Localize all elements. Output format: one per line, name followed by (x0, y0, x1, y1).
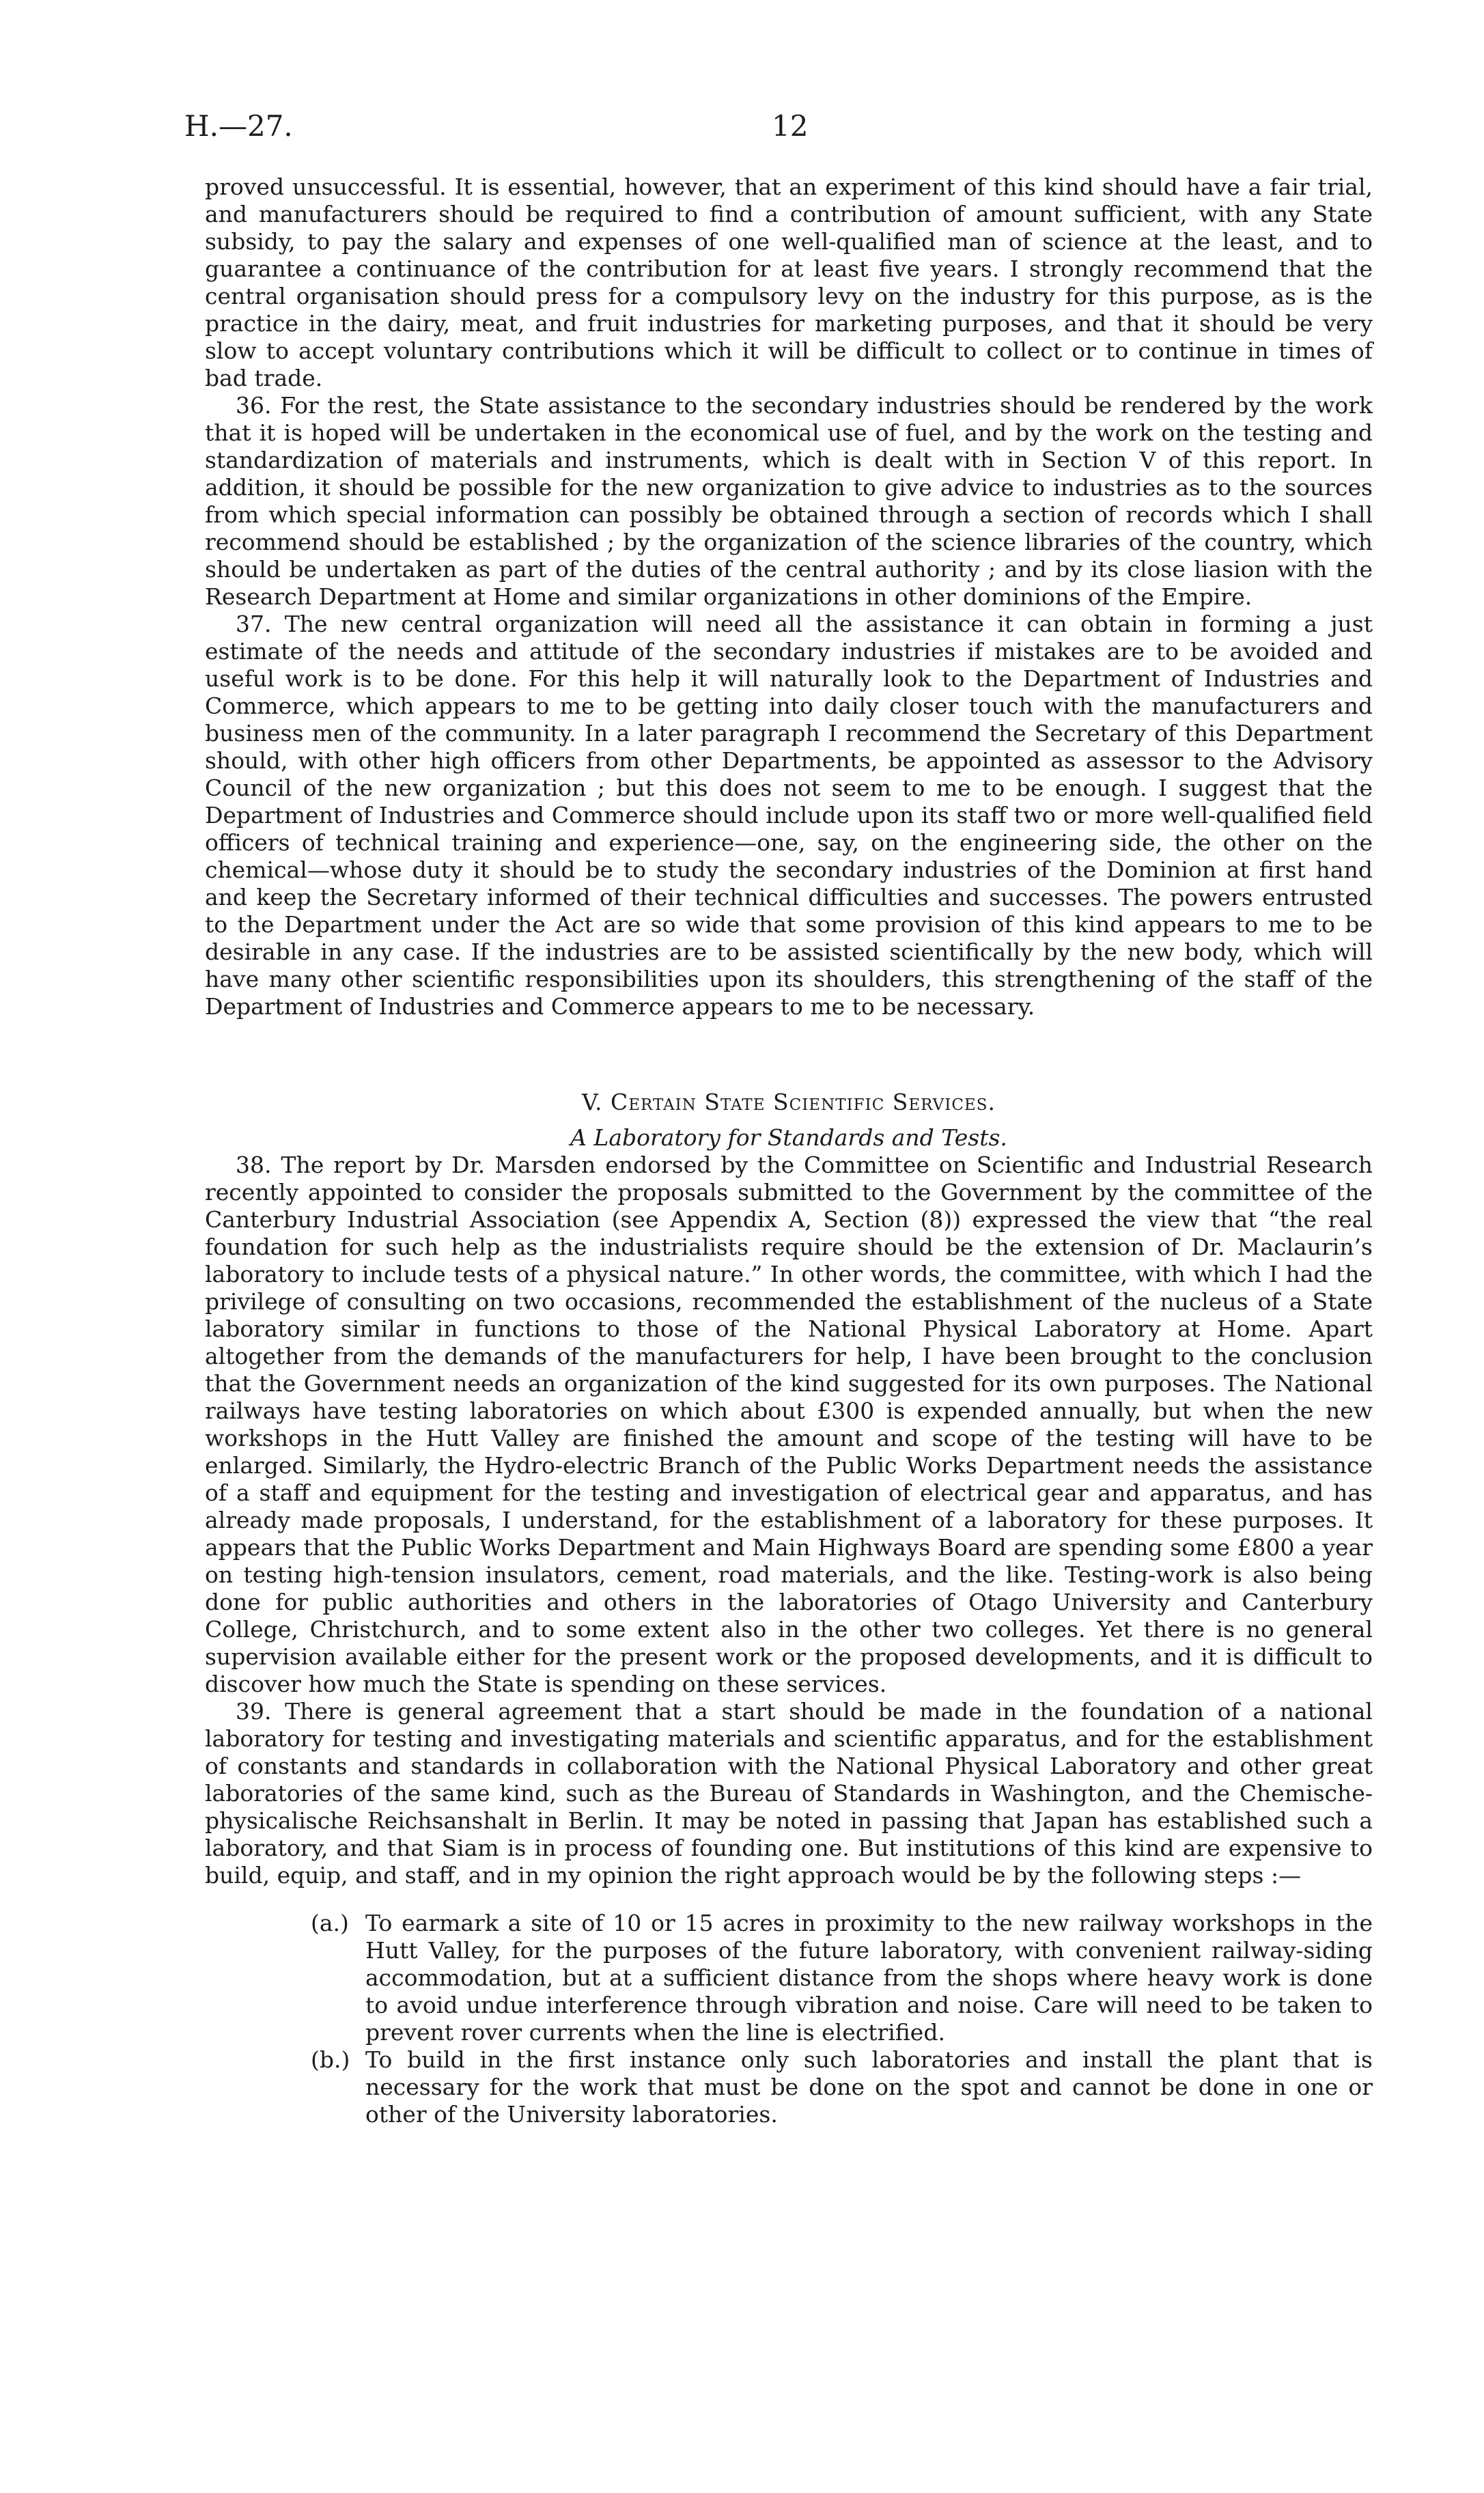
page-header (184, 109, 1373, 157)
paragraph-39: 39. There is general agreement that a start should be made in the foundation of a national laboratory for testing and investigating materials and scientific apparatus, and for the establishment of constants and standards in collaboration with the National Physical Laboratory and other great laboratories of the same kind, such as the Bureau of Standards in Washington, and the Chemische-physicalische Reichsanshalt in Berlin. It may be noted in passing that Japan has established such a laboratory, and that Siam is in process of founding one. But institutions of this kind are expensive to build, equip, and staff, and in my opinion the right approach would be by the following steps :— (205, 1698, 1373, 1889)
page-number: 12 (772, 109, 809, 143)
paragraph-38: 38. The report by Dr. Marsden endorsed by the Committee on Scientific and Industrial Research recently appointed to consider the proposals submitted to the Government by the committee of the Canterbury Industrial Association (see Appendix A, Section (8)) expressed the view that “the real foundation for such help as the industrialists require should be the extension of Dr. Maclaurin’s laboratory to include tests of a physical nature.” In other words, the committee, with which I had the privilege of consulting on two occasions, recommended the establishment of the nucleus of a State laboratory similar in functions to those of the National Physical Laboratory at Home. Apart altogether from the demands of the manufacturers for help, I have been brought to the conclusion that the Government needs an organization of the kind suggested for its own purposes. The National railways have testing laboratories on which about £300 is expended annually, but when the new workshops in the Hutt Valley are finished the amount and scope of the testing will have to be enlarged. Similarly, the Hydro-electric Branch of the Public Works Department needs the assistance of a staff and equipment for the testing and investigation of electrical gear and apparatus, and has already made proposals, I understand, for the establishment of a laboratory for these purposes. It appears that the Public Works Department and Main Highways Board are spending some £800 a year on testing high-tension insulators, cement, road materials, and the like. Testing-work is also being done for public authorities and others in the laboratories of Otago University and Canterbury College, Christchurch, and to some extent also in the other two colleges. Yet there is no general supervision available either for the present work or the proposed developments, and it is difficult to discover how much the State is spending on these services. (205, 1152, 1373, 1697)
document-page (184, 109, 1373, 2128)
paragraph-continued: proved unsuccessful. It is essential, however, that an experiment of this kind should have a fair trial, and manufacturers should be required to find a contribution of amount sufficient, with any State subsidy, to pay the salary and expenses of one well-qualified man of science at the least, and to guarantee a continuance of the contribution for at least five years. I strongly recommend that the central organisation should press for a compulsory levy on the industry for this purpose, as is the practice in the dairy, meat, and fruit industries for marketing purposes, and that it should be very slow to accept voluntary contributions which it will be difficult to collect or to continue in times of bad trade. (205, 173, 1373, 391)
step-a (311, 1910, 1373, 2046)
step-b-text: To build in the first instance only such laboratories and install the plant that is necessary for the work that must be done on the spot and cannot be done in one or other of the University laboratories. (365, 2046, 1373, 2128)
document-reference: H.—27. (184, 109, 293, 143)
step-b (311, 2046, 1373, 2128)
step-a-text: To earmark a site of 10 or 15 acres in proximity to the new railway workshops in the Hutt Valley, for the purposes of the future laboratory, with convenient railway-siding accommodation, but at a sufficient distance from the shops where heavy work is done to avoid undue interference through vibration and noise. Care will need to be taken to prevent rover currents when the line is electrified. (365, 1910, 1373, 2046)
step-b-marker: (b.) (311, 2046, 350, 2073)
paragraph-36: 36. For the rest, the State assistance to the secondary industries should be rendered by the work that it is hoped will be undertaken in the economical use of fuel, and by the work on the testing and standardization of materials and instruments, which is dealt with in Section V of this report. In addition, it should be possible for the new organization to give advice to industries as to the sources from which special information can possibly be obtained through a section of records which I shall recommend should be established ; by the organization of the science libraries of the country, which should be undertaken as part of the duties of the central authority ; and by its close liasion with the Research Department at Home and similar organizations in other dominions of the Empire. (205, 392, 1373, 610)
step-a-marker: (a.) (311, 1910, 349, 1936)
section-subheading: A Laboratory for Standards and Tests. (570, 1124, 1007, 1151)
paragraph-37: 37. The new central organization will need all the assistance it can obtain in forming a just estimate of the needs and attitude of the secondary industries if mistakes are to be avoided and useful work is to be done. For this help it will naturally look to the Department of Industries and Commerce, which appears to me to be getting into daily closer touch with the manufacturers and business men of the community. In a later paragraph I recommend the Secretary of this Department should, with other high officers from other Departments, be appointed as assessor to the Advisory Council of the new organization ; but this does not seem to me to be enough. I suggest that the Department of Industries and Commerce should include upon its staff two or more well-qualified field officers of technical training and experience—one, say, on the engineering side, the other on the chemical—whose duty it should be to study the secondary industries of the Dominion at first hand and keep the Secretary informed of their technical difficulties and successes. The powers entrusted to the Department under the Act are so wide that some provision of this kind appears to me to be desirable in any case. If the industries are to be assisted scientifically by the new body, which will have many other scientific responsibilities upon its shoulders, this strengthening of the staff of the Department of Industries and Commerce appears to me to be necessary. (205, 611, 1373, 1020)
section-heading: V. Certain State Scientific Services. (581, 1089, 996, 1115)
